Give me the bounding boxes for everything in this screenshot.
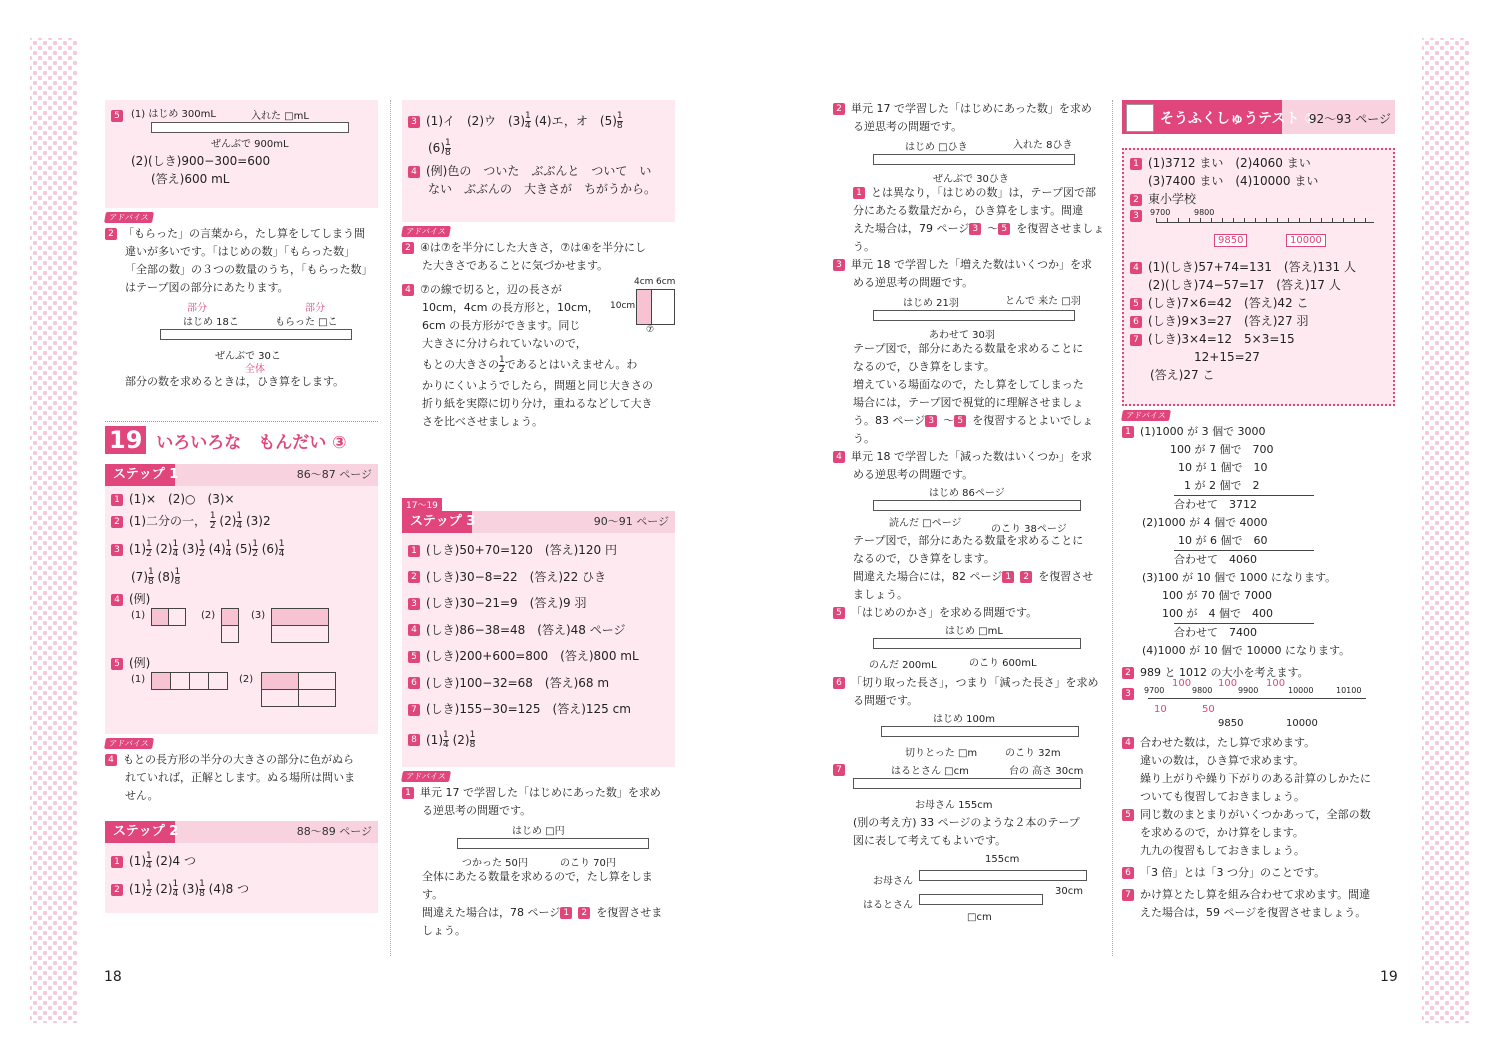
left-decorative-border [30, 38, 78, 1023]
advice-text: 違いが多いです。「はじめの数」「もらった数」 [125, 245, 356, 258]
advice-text: 「全部の数」の３つの数量のうち，「もらった数」 [125, 263, 373, 276]
paper-figure: 4cm 6cm 10cm ⑦ [610, 277, 676, 335]
test-icon [1126, 104, 1154, 132]
test-title: そうふくしゅうテスト ① [1160, 111, 1317, 127]
fraction-shapes-4: (1) (2) (3) [111, 608, 372, 654]
unit-number: 19 [105, 426, 146, 454]
advice-tag: アドバイス [401, 226, 451, 237]
fraction-shapes-5: (1) (2) [111, 672, 372, 712]
right-decorative-border [1422, 38, 1470, 1023]
tape-diagram-c6: はじめ 100m 切りとった □m のこり 32m [833, 710, 1103, 762]
page-number-left: 18 [104, 969, 122, 985]
q5-block [105, 100, 378, 208]
advice-tag: アドバイス [401, 771, 451, 782]
advice-4-block: 4 ⑦の線で切ると，辺の長さが 10cm，4cm の長方形と，10cm， 6cm の長方形ができます。同じ 大きさに分けられていないので， もとの大きさの $\frac{1}{2}$ であるとはいえません。わ かりにくいようでしたら，問題と同じ大きさの 折り紙を実際に切り分け，重ねるなどして大き さを比べさせましょう。 4cm 6cm 10cm ⑦ [402, 281, 675, 441]
number-line-1: 3 9700 9800 9850 10000 [1130, 208, 1387, 258]
test-answers: 1 (1)3712 まい (2)4060 まい (3)7400 まい (4)10000 まい 2 東小学校 3 9700 9800 9850 10000 4 (1)(しき)57+74=131 (答え)131 人 (2)(しき)74−57=17 (答え)17 人 5 (しき)7×6=42 (答え)42 こ 6 (しき)9×3=27 (答え)27 羽 7 (しき)3×4=12 5×3=15 12+15=27 (答え)27 こ [1122, 148, 1395, 406]
label: はじめ 18こ [183, 317, 239, 328]
advice-text: はテープ図の部分にあたります。 [125, 281, 289, 294]
column-c: 2 単元 17 で学習した「はじめにあった数」を求め る逆思考の問題です。 はじめ □ひき 入れた 8ひき ぜんぶで 30ひき 1 とは異なり，「はじめの数」は，テープ図で部 分にあたる数量だから，ひき算をします。間違 えた場合は，79 ページ 3 〜 5 を復習させましょ う。 3 単元 18 で学習した「増えた数はいくつか」を求 める逆思考の問題です。 はじめ 21羽 とんで 来た □羽 あわせて 30羽 テープ図で，部分にあたる数量を求めることに なるので，ひき算をします。 増えている場面なので，たし算をしてしまった 場合には，テープ図で視覚的に理解させましょ う。83 ページ 3 〜 5 を復習するとよいでしょ う。 4 単元 18 で学習した「減った数はいくつか」を求 める逆思考の問題です。 はじめ 86ページ 読んだ □ページ のこり 38ページ テープ図で，部分にあたる数量を求めることに なるので，ひき算をします。 間違えた場合には，82 ページ 1 2 を復習させ ましょう。 5 「はじめのかさ」を求める問題です。 はじめ □mL のんだ 200mL のこり 600mL 6 「切り取った長さ」，つまり「減った長さ」を求め る問題です。 はじめ 100m 切りとった □m のこり 32m 7 はるとさん □cm 台の 高さ 30cm お母さん 155cm (別の考え方) 33 ページのような２本のテープ 図に表して考えてもよいです。 155cm お母さん はるとさん 30cm □cm [833, 100, 1103, 926]
page-number-right: 19 [1380, 969, 1398, 985]
step-2-answers: 1 (1) $\frac{1}{4}$ (2)4 つ 2 (1) $\frac{1}{2}$ (2) $\frac{1}{4}$ (3) $\frac{1}{8}$ (4)8 つ [105, 843, 378, 913]
step-1-answers: 1 (1)× (2)○ (3)× 2 (1)二分の一， $\frac{1}{2}$ (2) $\frac{1}{4}$ (3)2 3 (1) $\frac{1}{2}$ (2) $\frac{1}{4}$ (3) $\frac{1}{2}$ (4) $\frac{1}{4}$ (5) $\frac{1}{2}$ (6) $\frac{1}{4}$ (7) $\frac{1}{8}$ (8) $\frac{1}{8}$ 4 (例) (1) (2) (3) 5 (例) (1) (2) [105, 486, 378, 734]
q3-q4-block: 3 (1)イ (2)ウ (3) $\frac{1}{4}$ (4)エ，オ (5) $\frac{1}{8}$ (6) $\frac{1}{8}$ 4 (例)色の ついた ぶぶんと ついて い ない ぶぶんの 大きさが ちがうから。 [402, 100, 675, 222]
advice-text: 「もらった」の言葉から，たし算をしてしまう間 [123, 227, 365, 240]
tape-diagram-c5: はじめ □mL のんだ 200mL のこり 600mL [833, 622, 1103, 674]
step-3-answers: 1 (しき)50+70=120 (答え)120 円 2 (しき)30−8=22 (答え)22 ひき 3 (しき)30−21=9 (答え)9 羽 4 (しき)86−38=48 (答え)48 ページ 5 (しき)200+600=800 (答え)800 mL 6 (しき)100−32=68 (答え)68 m 7 (しき)155−30=125 (答え)125 cm 8 (1) $\frac{1}{4}$ (2) $\frac{1}{8}$ [402, 533, 675, 767]
test-page-ref: 92〜93 ページ [1308, 112, 1391, 126]
question-number-5: 5 [111, 110, 123, 122]
step-3-header: 17〜19 ステップ 3 90〜91 ページ [402, 497, 675, 533]
answer-line: (答え)600 mL [151, 172, 230, 186]
label: 部分 [305, 303, 325, 314]
advice-tag: アドバイス [1121, 410, 1171, 421]
advice-tag: アドバイス [104, 212, 154, 223]
advice-tag: アドバイス [104, 738, 154, 749]
tape-diagram [151, 122, 349, 133]
label: ぜんぶで 900mL [211, 139, 289, 150]
advice-text: れていれば，正解とします。ぬる場所は問いま [125, 771, 356, 784]
column-b: 3 (1)イ (2)ウ (3) $\frac{1}{4}$ (4)エ，オ (5) $\frac{1}{8}$ (6) $\frac{1}{8}$ 4 (例)色の ついた ぶぶんと ついて い ない ぶぶんの 大きさが ちがうから。 アドバイス 2 ④は⑦を半分にした大きさ，⑦は④を半分にし た大きさであることに気づかせます。 4 ⑦の線で切ると，辺の長さが 10cm，4cm の長方形と，10cm， 6cm の長方形ができます。同じ 大きさに分けられていないので， もとの大きさの $\frac{1}{2}$ であるとはいえません。わ かりにくいようでしたら，問題と同じ大きさの 折り紙を実際に切り分け，重ねるなどして大き さを比べさせましょう。 4cm 6cm 10cm ⑦ 17〜19 ステップ 3 90〜91 ページ 1 (しき)50+70=120 (答え)120 円 2 (しき)30−8=22 (答え)22 ひき 3 (しき)30−21=9 (答え)9 羽 4 (しき)86−38=48 (答え)48 ページ 5 (しき)200+600=800 (答え)800 mL 6 (しき)100−32=68 (答え)68 m 7 (しき)155−30=125 (答え)125 cm 8 (1) $\frac{1}{4}$ (2) $\frac{1}{8}$ アドバイス 1 単元 17 で学習した「はじめにあった数」を求め る逆思考の問題です。 はじめ □円 つかった 50円 のこり 70円 全体にあたる数量を求めるので，たし算をしま す。 間違えた場合は，78 ページ 1 2 を復習させま しょう。 [402, 100, 675, 940]
label: (1) はじめ 300mL [131, 109, 216, 120]
tape-diagram-2 [105, 297, 378, 373]
advice-text: 部分の数を求めるときは，ひき算をします。 [125, 375, 345, 388]
label: 部分 [187, 303, 207, 314]
label: もらった □こ [275, 317, 338, 328]
column-d: そうふくしゅうテスト ① 92〜93 ページ 1 (1)3712 まい (2)4060 まい (3)7400 まい (4)10000 まい 2 東小学校 3 9700 9800 9850 10000 4 (1)(しき)57+74=131 (答え)131 人 (2)(しき)74−57=17 (答え)17 人 5 (しき)7×6=42 (答え)42 こ 6 (しき)9×3=27 (答え)27 羽 7 (しき)3×4=12 5×3=15 12+15=27 (答え)27 こ アドバイス 1 (1)1000 が 3 個で 3000 100 が 7 個で 700 10 が 1 個で 10 1 が 2 個で 2 合わせて 3712 (2)1000 が 4 個で 4000 10 が 6 個で 60 合わせて 4060 (3)100 が 10 個で 1000 になります。 100 が 70 個で 7000 100 が 4 個で 400 合わせて 7400 (4)1000 が 10 個で 10000 になります。 2 989 と 1012 の大小を考えます。 3 9700 9800 9900 10000 10100 100 100 100 10 50 9850 10000 4 合わせた数は，たし算で求めます。 違いの数は，ひき算で求めます。 繰り上がりや繰り下がりのある計算のしかたに ついても復習しておきましょう。 5 同じ数のまとまりがいくつかあって，全部の数 を求めるので，かけ算をします。 九九の復習もしておきましょう。 6 「3 倍」とは「3 つ分」のことです。 7 かけ算とたし算を組み合わせて求めます。間違 えた場合は，59 ページを復習させましょう。 [1122, 100, 1395, 922]
unit-19-header [105, 421, 378, 454]
label: 全体 [245, 364, 265, 375]
label: 入れた □mL [251, 111, 309, 122]
tape-diagram-c3: はじめ 21羽 とんで 来た □羽 あわせて 30羽 [833, 292, 1103, 340]
step-1-header: ステップ 1 86〜87 ページ [105, 464, 378, 486]
tape-diagram-c7: 7 はるとさん □cm 台の 高さ 30cm お母さん 155cm [833, 762, 1103, 814]
advice-text: せん。 [125, 789, 159, 802]
test-title-bar [1122, 100, 1395, 134]
advice-1-calc: 1 (1)1000 が 3 個で 3000 100 が 7 個で 700 10 が 1 個で 10 1 が 2 個で 2 合わせて 3712 (2)1000 が 4 個で 4000 10 が 6 個で 60 合わせて 4060 (3)100 が 10 個で 1000 になります。 100 が 70 個で 7000 100 が 4 個で 400 合わせて 7400 (4)1000 が 10 個で 10000 になります。 [1122, 423, 1395, 660]
tape-diagram-b1: はじめ □円 つかった 50円 のこり 70円 [402, 820, 675, 868]
two-tape-diagram: 155cm お母さん はるとさん 30cm □cm [833, 850, 1103, 926]
step-2-header: ステップ 2 88〜89 ページ [105, 821, 378, 843]
answer-line: (2)(しき)900−300=600 [131, 154, 271, 168]
tape-diagram-c2: はじめ □ひき 入れた 8ひき ぜんぶで 30ひき [833, 136, 1103, 184]
label: ぜんぶで 30こ [215, 351, 281, 362]
tape-diagram-c4: はじめ 86ページ 読んだ □ページ のこり 38ページ [833, 484, 1103, 532]
column-a: 5 (1) はじめ 300mL 入れた □mL ぜんぶで 900mL (2)(しき)900−300=600 (答え)600 mL アドバイス 2 「もらった」の言葉から，たし算をしてしまう間 違いが多いです。「はじめの数」「もらった数」 「全部の数」の３つの数量のうち，「もらった数」 はテープ図の部分にあたります。 部分 部分 はじめ 18こ もらった □こ ぜんぶで 30こ 全体 部分の数を求めるときは，ひき算をします。 19 いろいろな もんだい ③ ステップ 1 86〜87 ページ 1 (1)× (2)○ (3)× 2 (1)二分の一， $\frac{1}{2}$ (2) $\frac{1}{4}$ (3)2 3 (1) $\frac{1}{2}$ (2) $\frac{1}{4}$ (3) $\frac{1}{2}$ (4) $\frac{1}{4}$ (5) $\frac{1}{2}$ (6) $\frac{1}{4}$ (7) $\frac{1}{8}$ (8) $\frac{1}{8}$ 4 (例) (1) (2) (3) 5 (例) (1) (2) アドバイス 4 もとの長方形の半分の大きさの部分に色がぬら れていれば，正解とします。ぬる場所は問いま せん。 ステップ 2 88〜89 ページ 1 (1) $\frac{1}{4}$ (2)4 つ 2 (1) $\frac{1}{2}$ (2) $\frac{1}{4}$ (3) $\frac{1}{8}$ (4)8 つ [105, 100, 378, 913]
advice-text: もとの長方形の半分の大きさの部分に色がぬら [123, 753, 354, 766]
unit-title: いろいろな もんだい ③ [156, 433, 347, 453]
number-line-2: 3 9700 9800 9900 10000 10100 100 100 100 10 50 9850 10000 [1122, 682, 1395, 734]
